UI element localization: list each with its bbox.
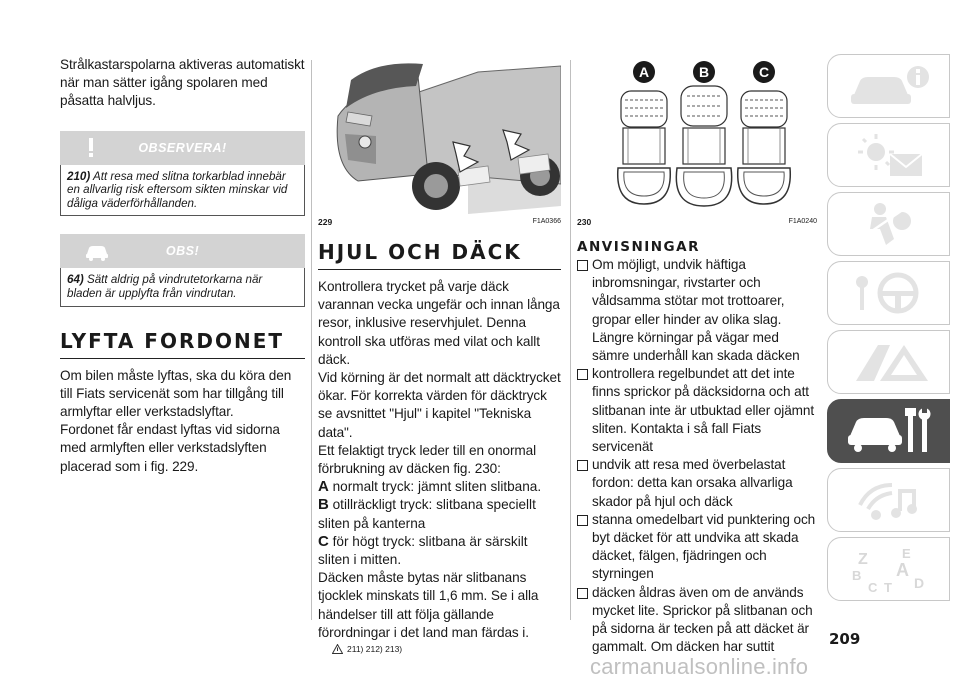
item-text: för högt tryck: slitbana är särskilt sliten i mitten. <box>318 533 528 568</box>
tyre-paragraph-1: Kontrollera trycket på varje däck varannan vecka ungefär och innan långa resor, inklusive reservhjulet. Denna kontroll ska utföras med vilat och kallt däck. <box>318 279 560 367</box>
figure-229 <box>318 56 561 228</box>
checkbox-bullet-icon <box>577 515 588 526</box>
section-title-lyfta: LYFTA FORDONET <box>60 329 305 359</box>
airbag-seat-icon <box>846 199 936 249</box>
steering-wheel-key-icon <box>846 268 936 318</box>
index-letter: C <box>868 580 878 594</box>
pressure-item-a <box>318 478 561 496</box>
intro-paragraph: Strålkastarspolarna aktiveras automatiskt när man sätter igång spolaren med påsatta halvljus. <box>60 57 305 109</box>
checkbox-bullet-icon <box>577 588 588 599</box>
lift-paragraph-1: Om bilen måste lyftas, ska du köra den till Fiats servicenät som har tillgång till armlyftar eller verkstadslyftar. <box>60 367 292 419</box>
list-item <box>577 365 817 456</box>
warning-number: 210) <box>67 169 91 183</box>
tyre-a <box>618 91 671 204</box>
tab-index[interactable] <box>827 537 950 601</box>
car-tools-icon <box>846 406 936 456</box>
tab-starting-driving[interactable] <box>827 261 950 325</box>
tyre-c <box>738 91 791 204</box>
list-item <box>577 511 817 584</box>
warning-exclamation-icon <box>84 137 98 159</box>
warning-references <box>318 644 561 654</box>
warning-lights-icon <box>846 130 936 180</box>
section-title-hjul: HJUL OCH DÄCK <box>318 240 561 270</box>
bullet-text: undvik att resa med överbelastat fordon: detta kan orsaka allvarliga skador på hjul och däck <box>592 457 793 509</box>
index-letter: T <box>884 580 892 594</box>
badge-letter: B <box>698 64 710 80</box>
page-number: 209 <box>829 630 861 648</box>
section-title-anvisningar: ANVISNINGAR <box>577 239 700 255</box>
column-2 <box>318 56 561 654</box>
bullet-text: stanna omedelbart vid punktering och byt däcket för att undvika att skada däcket, fälgen, fjädringen och styrningen <box>592 511 816 582</box>
note-number: 64) <box>67 273 84 287</box>
tab-car-info[interactable] <box>827 54 950 118</box>
column-3 <box>577 56 817 656</box>
item-letter: B <box>318 496 329 514</box>
figure-code: F1A0366 <box>532 218 561 225</box>
tab-warning-lights[interactable] <box>827 123 950 187</box>
pressure-item-b <box>318 496 561 532</box>
badge-letter: C <box>758 64 770 80</box>
item-letter: A <box>318 478 329 496</box>
list-item <box>577 256 817 365</box>
index-letter: B <box>852 568 862 583</box>
warning-box <box>60 131 305 217</box>
note-text: Sätt aldrig på vindrutetorkarna när bladen är upplyfta från vindrutan. <box>67 273 263 300</box>
warning-header <box>60 131 305 165</box>
figure-230 <box>577 56 817 228</box>
badge-letter: A <box>638 64 650 80</box>
list-item <box>577 456 817 511</box>
checkbox-bullet-icon <box>577 460 588 471</box>
tyre-paragraph-2: Vid körning är det normalt att däcktrycket ökar. För korrekta värden för däcktryck se avsnittet "Hjul" i kapitel "Tekniska data". <box>318 370 561 440</box>
warning-title: OBSERVERA! <box>138 140 227 155</box>
item-text: normalt tryck: jämnt sliten slitbana. <box>332 479 542 495</box>
road-warning-icon <box>846 337 936 387</box>
tyre-paragraph-4: Däcken måste bytas när slitbanans tjocklek minskats till 1,6 mm. Se i alla händelser till att följa gällande förordningar i det land man färdas i. <box>318 570 539 640</box>
index-letter: A <box>896 560 909 580</box>
figure-number: 229 <box>318 217 333 227</box>
column-1 <box>60 56 305 476</box>
tab-safety[interactable] <box>827 192 950 256</box>
tyre-paragraph-3: Ett felaktigt tryck leder till en onormal förbrukning av däcken fig. 230: <box>318 442 537 477</box>
car-hand-icon <box>84 240 110 262</box>
item-letter: C <box>318 532 329 550</box>
tyre-wear-illustration <box>577 56 817 214</box>
tab-emergency[interactable] <box>827 330 950 394</box>
column-divider <box>311 60 312 620</box>
warning-triangle-icon <box>332 644 343 654</box>
pressure-item-c <box>318 533 561 569</box>
tab-maintenance[interactable] <box>827 399 950 463</box>
list-item <box>577 584 817 657</box>
warning-text: Att resa med slitna torkarblad innebär en allvarlig risk eftersom sikten minskar vid dåliga väderförhållanden. <box>67 169 288 210</box>
reference-numbers: 211) 212) 213) <box>347 644 403 655</box>
car-info-icon <box>846 61 936 111</box>
note-header <box>60 234 305 268</box>
note-body <box>60 268 305 306</box>
index-letter: Z <box>858 551 868 568</box>
checkbox-bullet-icon <box>577 369 588 380</box>
watermark: carmanualsonline.info <box>590 654 809 679</box>
tyre-b <box>676 86 731 206</box>
van-lift-points-illustration <box>318 56 561 214</box>
checkbox-bullet-icon <box>577 260 588 271</box>
note-box <box>60 234 305 306</box>
column-divider <box>570 60 571 620</box>
figure-code: F1A0240 <box>788 218 817 225</box>
bullet-text: däcken åldras även om de används mycket lite. Sprickor på slitbanan och på sidorna är tecken på att däcket är gammalt. Om däcken har suttit <box>592 584 813 655</box>
bullet-text: Om möjligt, undvik häftiga inbromsningar, rivstarter och våldsamma stötar mot trottoarer, gropar eller hinder av olika slag. Längre körningar på vägar med sämre underhåll kan skada däcken <box>592 257 800 364</box>
figure-number: 230 <box>577 217 592 227</box>
index-letter: D <box>914 575 925 591</box>
index-letter: E <box>902 546 911 561</box>
warning-body <box>60 165 305 217</box>
item-text: otillräckligt tryck: slitbana speciellt sliten på kanterna <box>318 497 536 531</box>
multimedia-icon <box>846 475 936 525</box>
lift-paragraph-2: Fordonet får endast lyftas vid sidorna med armlyften eller verkstadslyften placerad som i fig. 229. <box>60 422 280 474</box>
tab-multimedia[interactable] <box>827 468 950 532</box>
bullet-text: kontrollera regelbundet att det inte finns sprickor på däcksidorna och att slitbanan inte är utbuktad eller ojämnt sliten. Kontakta i så fall Fiats servicenät <box>592 366 815 455</box>
note-title: OBS! <box>165 244 200 259</box>
chapter-tabs <box>827 54 950 606</box>
index-letters-icon <box>846 544 936 594</box>
